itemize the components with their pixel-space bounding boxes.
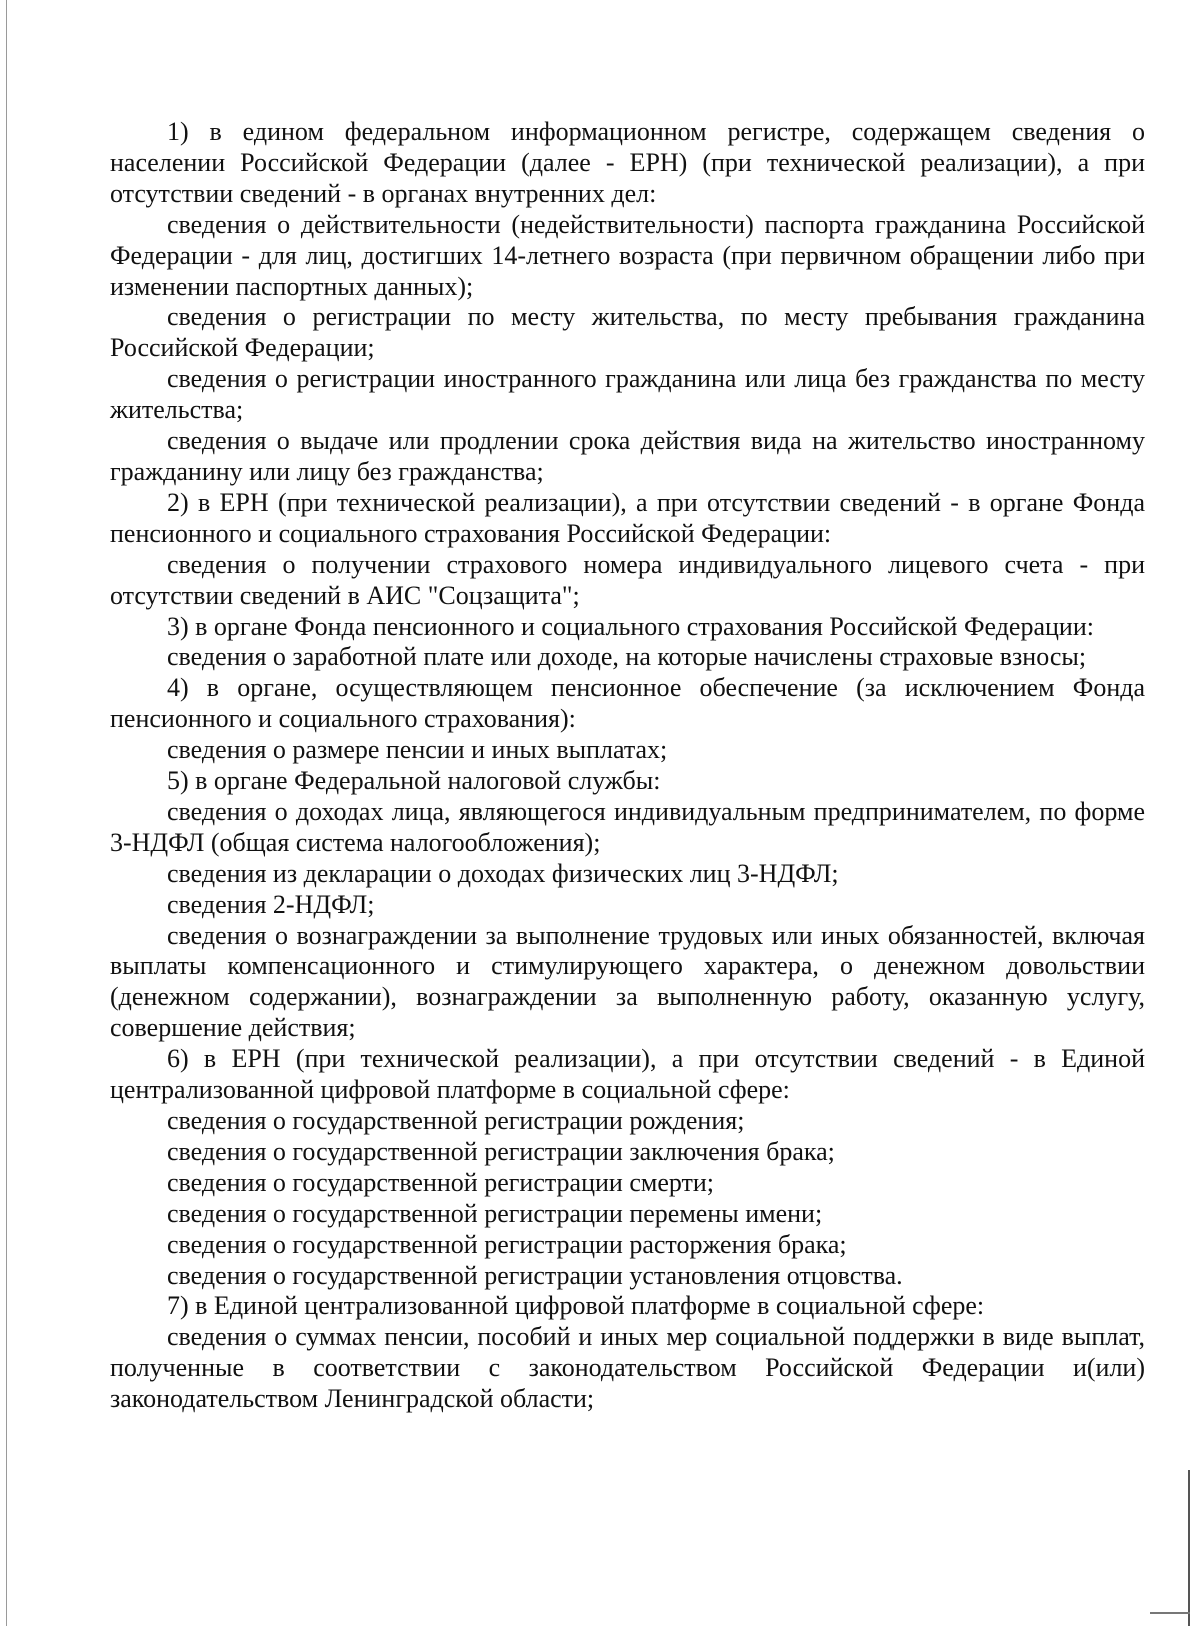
- document-body: [110, 117, 1145, 1415]
- paragraph-divorce-registration: сведения о государственной регистрации расторжения брака;: [167, 1229, 847, 1259]
- paragraph-item-1-header: 1) в едином федеральном информационном регистре, содержащем сведения о населении Российской Федерации (далее - ЕРН) (при технической реализации), а при отсутствии сведений - в органах внутренних дел:: [110, 117, 1145, 208]
- paragraph-residence-permit: сведения о выдаче или продлении срока действия вида на жительство иностранному гражданину или лицу без гражданства;: [110, 426, 1145, 486]
- paragraph-passport-validity: сведения о действительности (недействительности) паспорта гражданина Российской Федерации - для лиц, достигших 14-летнего возраста (при первичном обращении либо при изменении паспортных данных);: [110, 209, 1145, 301]
- paragraph-item-6-header: 6) в ЕРН (при технической реализации), а при отсутствии сведений - в Единой централизованной цифровой платформе в социальной сфере:: [110, 1044, 1145, 1105]
- paragraph-remuneration: сведения о вознаграждении за выполнение трудовых или иных обязанностей, включая выплаты компенсационного и стимулирующего характера, о денежном довольствии (денежном содержании), вознаграждении за выполненную работу, оказанную услугу, совершение действия;: [110, 920, 1145, 1043]
- paragraph-2ndfl: сведения 2-НДФЛ;: [167, 889, 375, 919]
- paragraph-entrepreneur-income: сведения о доходах лица, являющегося индивидуальным предпринимателем, по форме 3-НДФЛ (общая система налогообложения);: [110, 796, 1145, 857]
- paragraph-pension-size: сведения о размере пенсии и иных выплатах;: [167, 735, 668, 765]
- paragraph-social-support-amounts: сведения о суммах пенсии, пособий и иных мер социальной поддержки в виде выплат, полученные в соответствии с законодательством Российской Федерации и(или) законодательством Ленинградской области;: [110, 1322, 1145, 1414]
- paragraph-item-3-header: 3) в органе Фонда пенсионного и социального страхования Российской Федерации:: [167, 611, 1094, 641]
- paragraph-salary-info: сведения о заработной плате или доходе, на которые начислены страховые взносы;: [167, 642, 1087, 672]
- paragraph-marriage-registration: сведения о государственной регистрации заключения брака;: [167, 1136, 835, 1166]
- scan-edge-left: [6, 0, 7, 1626]
- paragraph-item-7-header: 7) в Единой централизованной цифровой платформе в социальной сфере:: [167, 1291, 985, 1321]
- paragraph-residence-registration: сведения о регистрации по месту жительства, по месту пребывания гражданина Российской Федерации;: [110, 302, 1145, 363]
- paragraph-birth-registration: сведения о государственной регистрации рождения;: [167, 1106, 745, 1135]
- paragraph-snils: сведения о получении страхового номера индивидуального лицевого счета - при отсутствии сведений в АИС "Соцзащита";: [110, 549, 1145, 610]
- scan-edge-right: [1188, 1470, 1190, 1626]
- paragraph-3ndfl-declaration: сведения из декларации о доходах физических лиц 3-НДФЛ;: [167, 858, 839, 888]
- scan-edge-bottom: [1150, 1612, 1190, 1614]
- paragraph-item-4-header: 4) в органе, осуществляющем пенсионное обеспечение (за исключением Фонда пенсионного и социального страхования):: [110, 673, 1145, 734]
- paragraph-name-change-registration: сведения о государственной регистрации перемены имени;: [167, 1198, 823, 1228]
- paragraph-foreign-citizen-registration: сведения о регистрации иностранного гражданина или лица без гражданства по месту жительства;: [110, 364, 1145, 425]
- paragraph-death-registration: сведения о государственной регистрации смерти;: [167, 1167, 715, 1197]
- paragraph-paternity-registration: сведения о государственной регистрации установления отцовства.: [167, 1260, 903, 1290]
- paragraph-item-5-header: 5) в органе Федеральной налоговой службы:: [167, 766, 661, 796]
- paragraph-item-2-header: 2) в ЕРН (при технической реализации), а при отсутствии сведений - в органе Фонда пенсионного и социального страхования Российской Федерации:: [110, 487, 1145, 548]
